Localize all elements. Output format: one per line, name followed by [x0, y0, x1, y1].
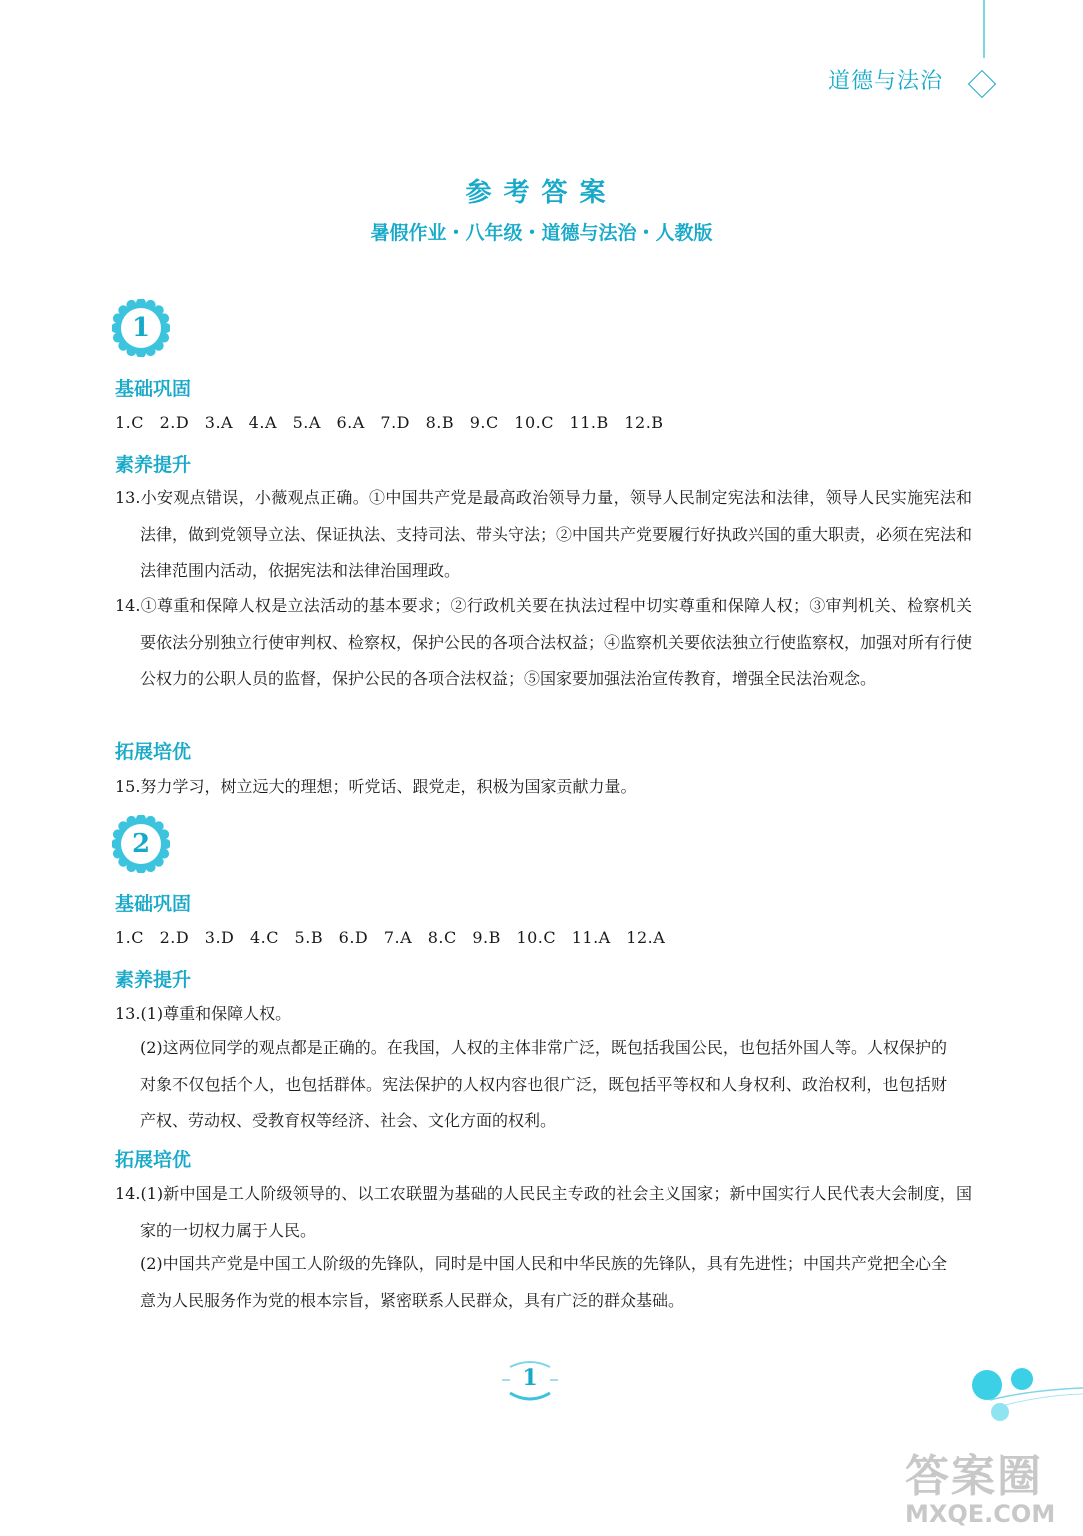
question-13-answer: 13.小安观点错误，小薇观点正确。①中国共产党是最高政治领导力量，领导人民制定宪法和法律，领导人民实施宪法和法律，做到党领导立法、保证执法、支持司法、带头守法；②中国共产党要履行好执政兴国的重大职责，必须在宪法和法律范围内活动，依据宪法和法律治国理政。: [115, 488, 973, 580]
watermark-title: 答案圈: [905, 1451, 1043, 1502]
header-divider-line: [983, 0, 985, 58]
diamond-icon: [968, 70, 996, 98]
page-subtitle: 暑假作业・八年级・道德与法治・人教版: [370, 222, 713, 244]
question-15-answer: 15.努力学习，树立远大的理想；听党话、跟党走，积极为国家贡献力量。: [115, 777, 637, 796]
question-14-part-1: 14.(1)新中国是工人阶级领导的、以工农联盟为基础的人民民主专政的社会主义国家；新中国实行人民代表大会制度，国家的一切权力属于人民。: [115, 1184, 972, 1240]
watermark: [905, 1440, 1075, 1528]
bubbles-icon: [960, 1360, 1083, 1430]
section-heading-extend: 拓展培优: [115, 1149, 192, 1171]
bubble-decoration: [960, 1360, 1083, 1430]
answer-list: 1.C 2.D 3.A 4.A 5.A 6.A 7.D 8.B 9.C 10.C 11.B 12.B: [115, 413, 664, 432]
section-badge-2: [112, 815, 170, 873]
section-number: 1: [131, 313, 151, 343]
section-heading-literacy: 素养提升: [115, 969, 192, 991]
answer-list: 1.C 2.D 3.D 4.C 5.B 6.D 7.A 8.C 9.B 10.C 11.A 12.A: [115, 928, 666, 947]
header-subject: 道德与法治: [828, 69, 944, 94]
question-13-part-1: 13.(1)尊重和保障人权。: [115, 1004, 292, 1023]
page-number: [500, 1355, 560, 1405]
question-13-part-2: (2)这两位同学的观点都是正确的。在我国，人权的主体非常广泛，既包括我国公民，也包括外国人等。人权保护的对象不仅包括个人，也包括群体。宪法保护的人权内容也很广泛，既包括平等权和人身权利、政治权利，也包括财产权、劳动权、受教育权等经济、社会、文化方面的权利。: [140, 1038, 947, 1130]
section-heading-basic: 基础巩固: [115, 893, 192, 915]
section-badge-1: [112, 299, 170, 357]
question-14-answer: 14.①尊重和保障人权是立法活动的基本要求；②行政机关要在执法过程中切实尊重和保障人权；③审判机关、检察机关要依法分别独立行使审判权、检察权，保护公民的各项合法权益；④监察机关要依法独立行使监察权，加强对所有行使公权力的公职人员的监督，保护公民的各项合法权益；⑤国家要加强法治宣传教育，增强全民法治观念。: [115, 596, 973, 688]
page-title: 参考答案: [465, 178, 618, 208]
question-14-part-2: (2)中国共产党是中国工人阶级的先锋队，同时是中国人民和中华民族的先锋队，具有先进性；中国共产党把全心全意为人民服务作为党的根本宗旨，紧密联系人民群众，具有广泛的群众基础。: [140, 1254, 947, 1310]
section-heading-literacy: 素养提升: [115, 454, 192, 476]
watermark-url: MXQE.COM: [905, 1500, 1056, 1528]
section-heading-basic: 基础巩固: [115, 378, 192, 400]
page-number-text: 1: [522, 1365, 538, 1391]
section-number: 2: [131, 829, 151, 859]
section-heading-extend: 拓展培优: [115, 741, 192, 763]
